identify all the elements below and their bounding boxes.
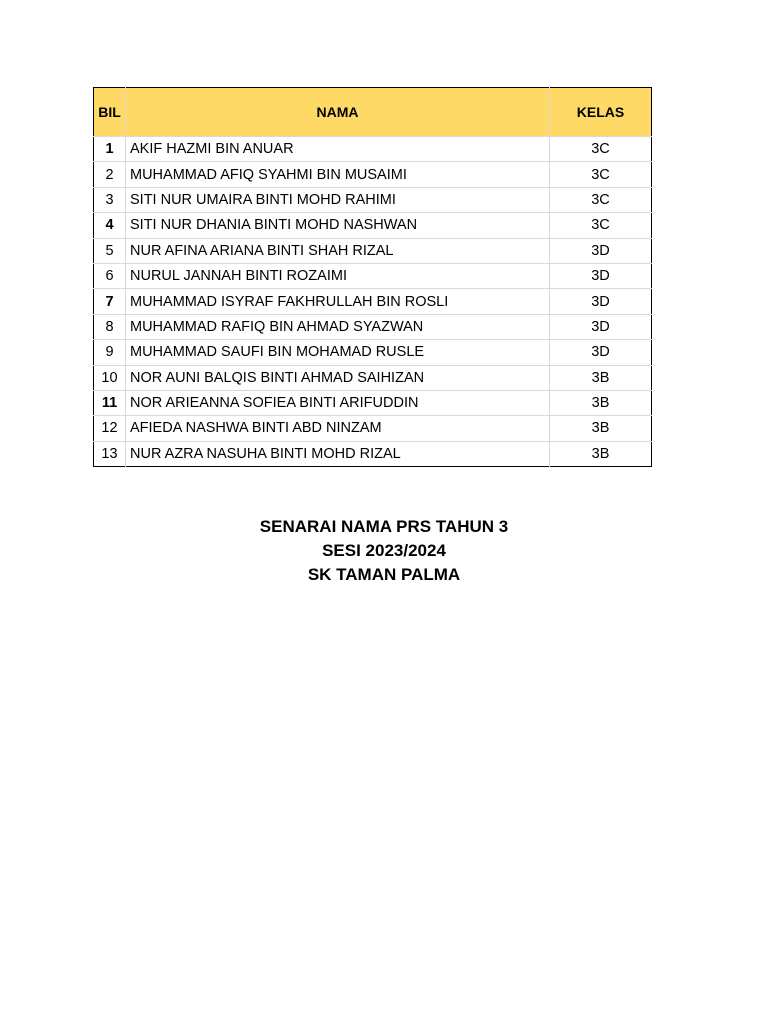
row-kelas: 3C bbox=[550, 213, 652, 238]
row-kelas: 3B bbox=[550, 365, 652, 390]
table-row bbox=[94, 162, 652, 187]
row-nama: NURUL JANNAH BINTI ROZAIMI bbox=[126, 263, 550, 288]
table-row bbox=[94, 314, 652, 339]
row-nama: AKIF HAZMI BIN ANUAR bbox=[126, 137, 550, 162]
caption-title: SENARAI NAMA PRS TAHUN 3 bbox=[259, 517, 509, 536]
table-row bbox=[94, 238, 652, 263]
table-row bbox=[94, 213, 652, 238]
row-bil: 1 bbox=[94, 137, 126, 162]
table-row bbox=[94, 365, 652, 390]
row-kelas: 3D bbox=[550, 263, 652, 288]
row-nama: MUHAMMAD RAFIQ BIN AHMAD SYAZWAN bbox=[126, 314, 550, 339]
row-bil: 4 bbox=[94, 213, 126, 238]
row-bil: 12 bbox=[94, 416, 126, 441]
row-kelas: 3D bbox=[550, 238, 652, 263]
row-nama: NOR ARIEANNA SOFIEA BINTI ARIFUDDIN bbox=[126, 390, 550, 415]
table-row bbox=[94, 187, 652, 212]
row-nama: SITI NUR UMAIRA BINTI MOHD RAHIMI bbox=[126, 187, 550, 212]
row-bil: 3 bbox=[94, 187, 126, 212]
row-bil: 7 bbox=[94, 289, 126, 314]
row-kelas: 3D bbox=[550, 289, 652, 314]
caption-school: SK TAMAN PALMA bbox=[307, 565, 461, 584]
header-nama: NAMA bbox=[126, 88, 550, 137]
caption-session: SESI 2023/2024 bbox=[322, 541, 446, 560]
table-row bbox=[94, 137, 652, 162]
row-bil: 5 bbox=[94, 238, 126, 263]
row-nama: NUR AZRA NASUHA BINTI MOHD RIZAL bbox=[126, 441, 550, 466]
row-nama: NUR AFINA ARIANA BINTI SHAH RIZAL bbox=[126, 238, 550, 263]
table-row bbox=[94, 263, 652, 288]
header-bil: BIL bbox=[94, 88, 126, 137]
row-bil: 8 bbox=[94, 314, 126, 339]
row-bil: 10 bbox=[94, 365, 126, 390]
row-kelas: 3D bbox=[550, 340, 652, 365]
row-kelas: 3C bbox=[550, 137, 652, 162]
row-kelas: 3C bbox=[550, 162, 652, 187]
table-row bbox=[94, 441, 652, 466]
row-nama: MUHAMMAD SAUFI BIN MOHAMAD RUSLE bbox=[126, 340, 550, 365]
row-bil: 11 bbox=[94, 390, 126, 415]
row-nama: MUHAMMAD ISYRAF FAKHRULLAH BIN ROSLI bbox=[126, 289, 550, 314]
row-nama: NOR AUNI BALQIS BINTI AHMAD SAIHIZAN bbox=[126, 365, 550, 390]
row-nama: SITI NUR DHANIA BINTI MOHD NASHWAN bbox=[126, 213, 550, 238]
table-row bbox=[94, 416, 652, 441]
row-bil: 13 bbox=[94, 441, 126, 466]
document-caption bbox=[0, 515, 768, 587]
row-nama: AFIEDA NASHWA BINTI ABD NINZAM bbox=[126, 416, 550, 441]
header-kelas: KELAS bbox=[550, 88, 652, 137]
row-bil: 9 bbox=[94, 340, 126, 365]
row-nama: MUHAMMAD AFIQ SYAHMI BIN MUSAIMI bbox=[126, 162, 550, 187]
table-row bbox=[94, 390, 652, 415]
table-header-row bbox=[94, 88, 652, 137]
row-kelas: 3C bbox=[550, 187, 652, 212]
row-kelas: 3B bbox=[591, 445, 610, 462]
student-list-table bbox=[93, 87, 652, 467]
row-kelas: 3B bbox=[550, 390, 652, 415]
row-kelas: 3B bbox=[550, 416, 652, 441]
row-bil: 2 bbox=[94, 162, 126, 187]
table-row bbox=[94, 289, 652, 314]
row-kelas: 3D bbox=[550, 314, 652, 339]
row-bil: 6 bbox=[94, 263, 126, 288]
table-row bbox=[94, 340, 652, 365]
